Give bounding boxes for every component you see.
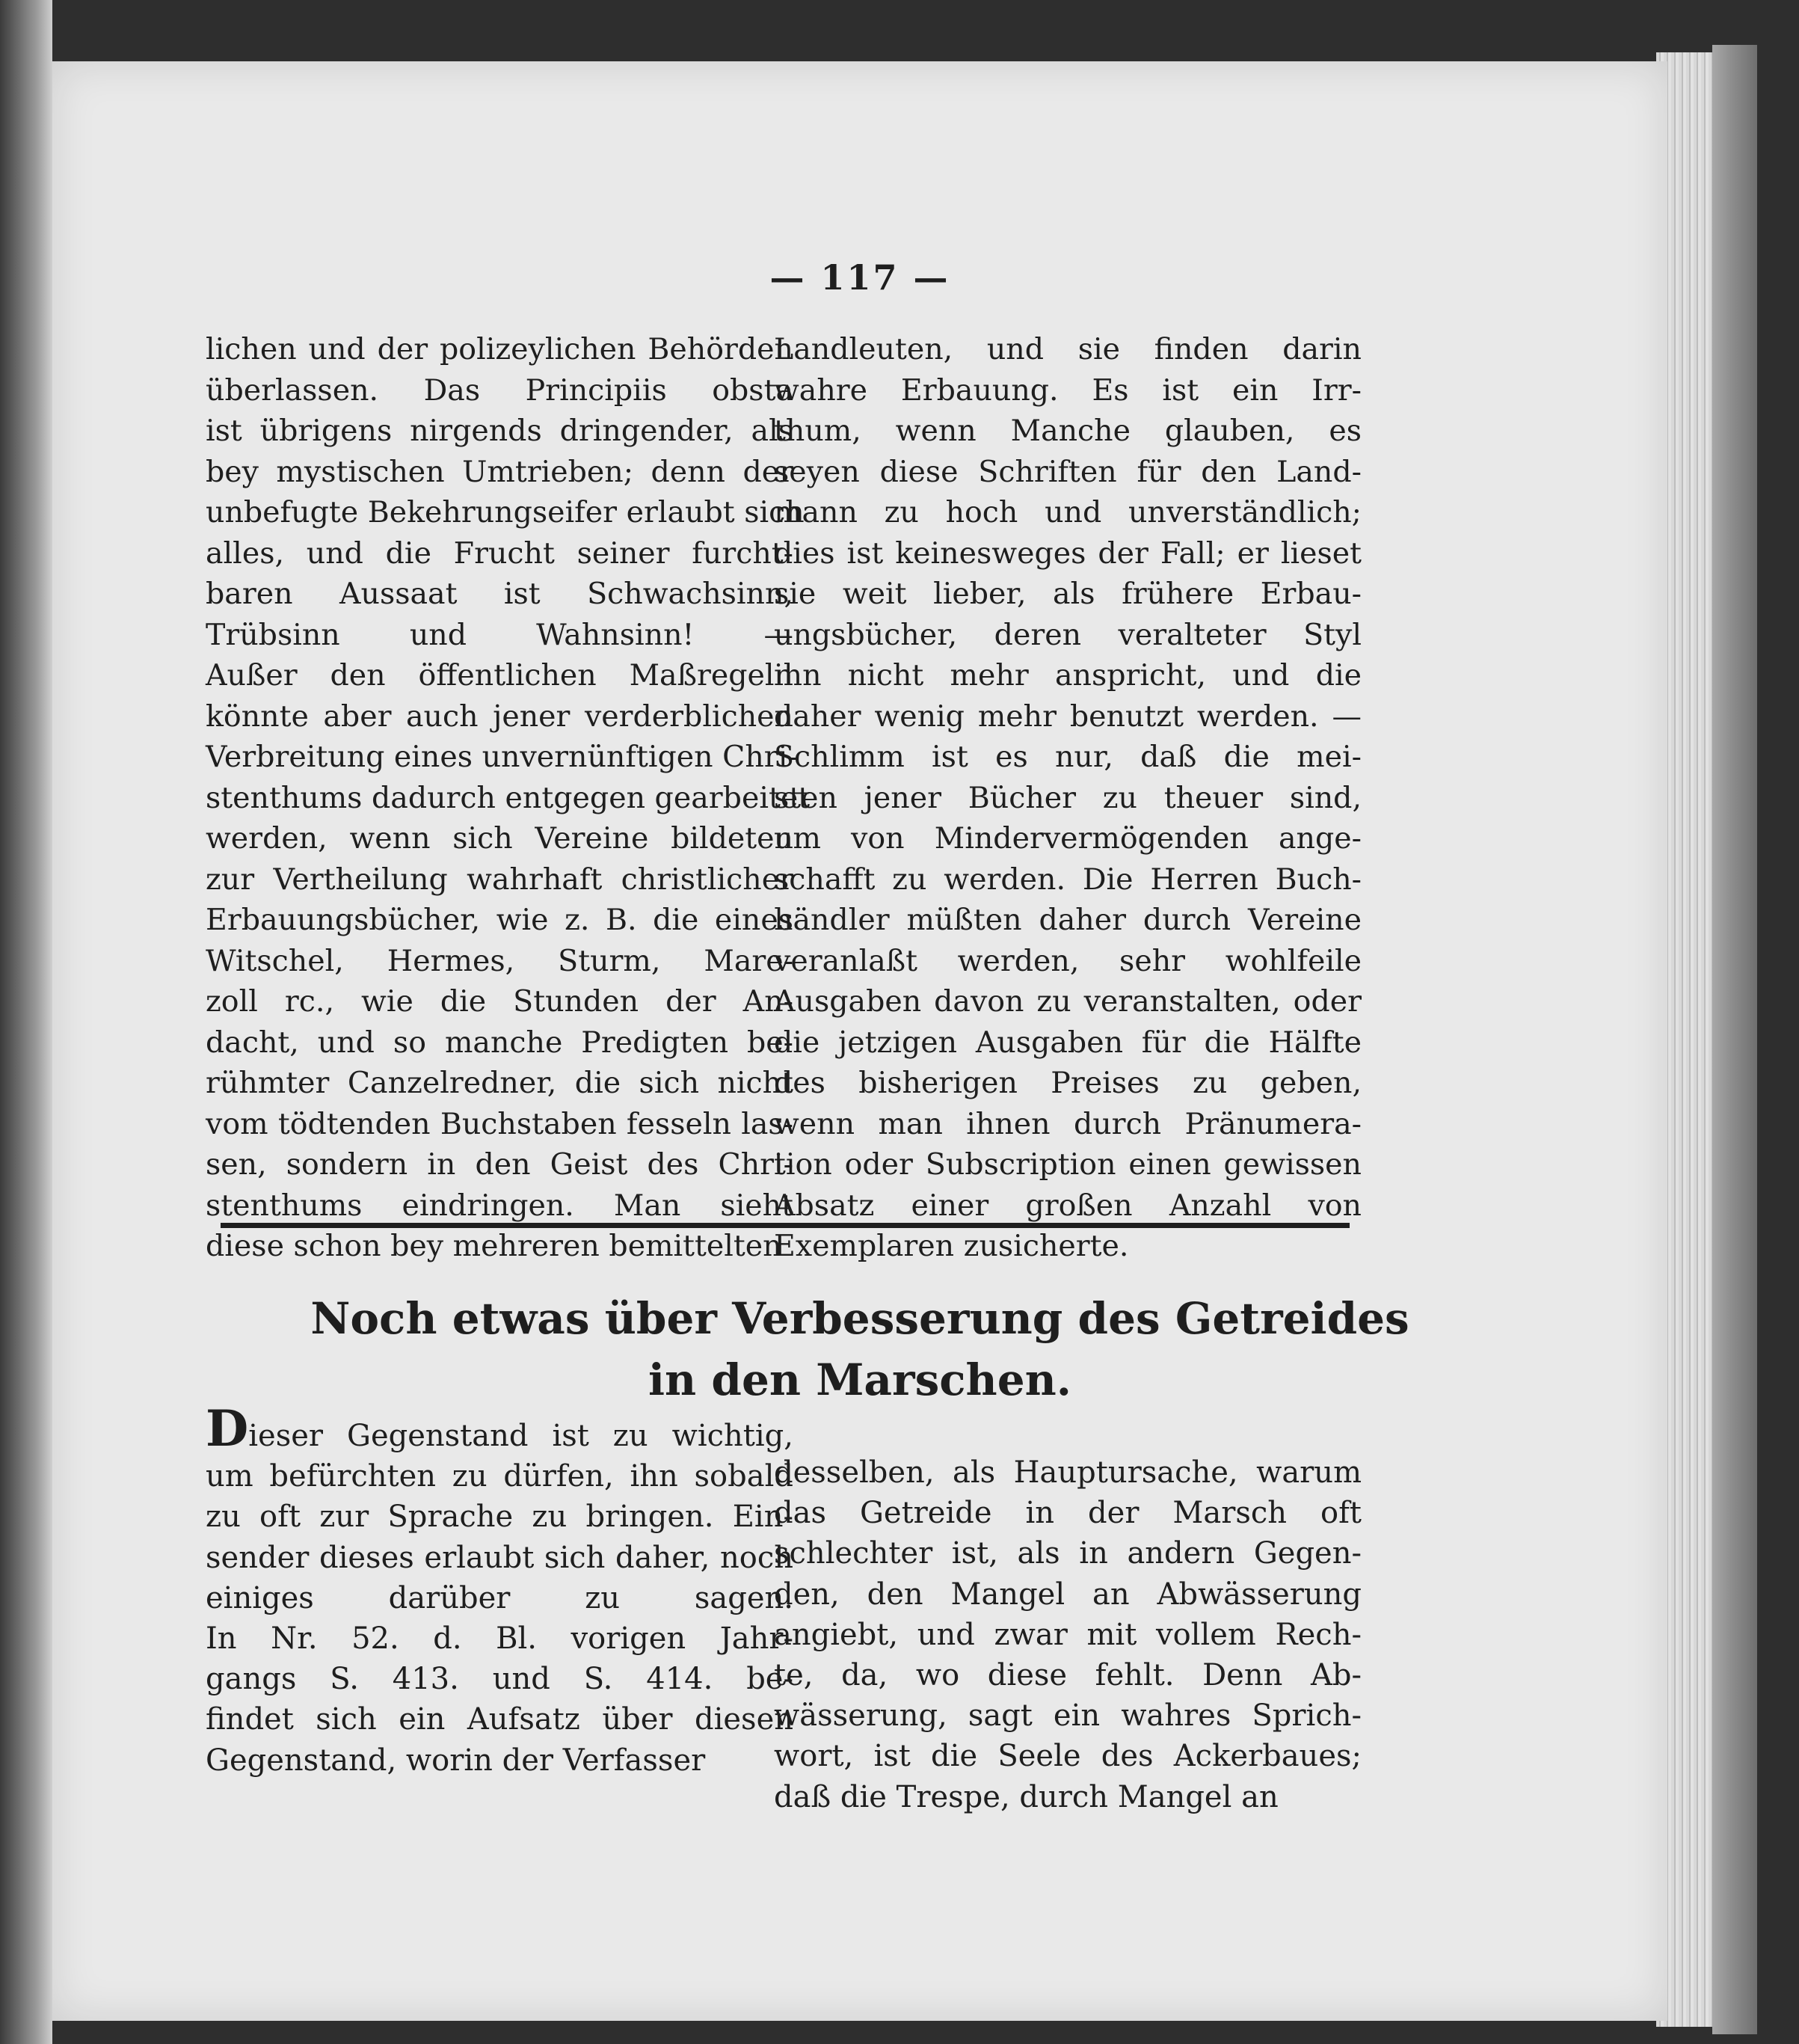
text-line: überlassen. Das Principiis obsta xyxy=(206,372,793,408)
text-line: Landleuten, und sie finden darin xyxy=(774,332,1362,366)
article-heading xyxy=(52,1288,1667,1411)
text-line: Ausgaben davon zu veranstalten, oder xyxy=(774,984,1362,1019)
text-line: sen, sondern in den Geist des Chri- xyxy=(206,1147,793,1182)
text-line: Trübsinn und Wahnsinn! — xyxy=(206,617,793,652)
text-line: rühmter Canzelredner, die sich nicht xyxy=(206,1066,793,1100)
book-cover-edge xyxy=(1712,45,1757,2034)
section-divider-rule xyxy=(221,1223,1350,1228)
text-line: veranlaßt werden, sehr wohlfeile xyxy=(774,943,1362,978)
text-line: Erbauungsbücher, wie z. B. die eines xyxy=(206,903,793,937)
article-heading-line-1: Noch etwas über Verbesserung des Getreides xyxy=(310,1293,1409,1344)
text-line: händler müßten daher durch Vereine xyxy=(774,903,1362,937)
first-line xyxy=(206,1399,793,1458)
text-line: In Nr. 52. d. Bl. vorigen Jahr- xyxy=(206,1621,793,1657)
upper-right-column xyxy=(774,329,1362,1267)
text-line: zoll rc., wie die Stunden der An- xyxy=(206,984,793,1019)
previous-page-edge xyxy=(0,0,52,2044)
text-line: zur Vertheilung wahrhaft christlicher xyxy=(206,862,793,897)
article-heading-line-2: in den Marschen. xyxy=(648,1354,1071,1405)
text-line: diese schon bey mehreren bemittelten xyxy=(206,1229,782,1263)
text-line: einiges darüber zu sagen. xyxy=(206,1580,793,1615)
text-line: daher wenig mehr benutzt werden. — xyxy=(774,699,1362,734)
text-line: ungsbücher, deren veralteter Styl xyxy=(774,617,1362,652)
text-line: Schlimm ist es nur, daß die mei- xyxy=(774,740,1362,774)
text-line: wahre Erbauung. Es ist ein Irr- xyxy=(774,372,1362,408)
text-line: den, den Mangel an Abwässerung xyxy=(774,1577,1362,1612)
text-line: schafft zu werden. Die Herren Buch- xyxy=(774,862,1362,897)
text-line: unbefugte Bekehrungseifer erlaubt sich xyxy=(206,495,805,530)
text-line: könnte aber auch jener verderblichen xyxy=(206,699,793,734)
book-page xyxy=(52,61,1667,2021)
text-line: vom tödtenden Buchstaben fesseln las- xyxy=(206,1106,793,1141)
text-line: bey mystischen Umtrieben; denn der xyxy=(206,454,793,489)
lower-left-column xyxy=(206,1399,793,1781)
lower-right-column xyxy=(774,1452,1362,1817)
text-line: sender dieses erlaubt sich daher, noch xyxy=(206,1540,793,1575)
text-line: ihn nicht mehr anspricht, und die xyxy=(774,658,1362,693)
lower-left-lines xyxy=(206,1456,793,1781)
text-line: Außer den öffentlichen Maßregeln xyxy=(206,658,793,693)
text-line: um von Mindervermögenden ange- xyxy=(774,821,1362,856)
text-line: wort, ist die Seele des Ackerbaues; xyxy=(774,1739,1362,1774)
text-line: lichen und der polizeylichen Behörden xyxy=(206,332,793,366)
text-line: des bisherigen Preises zu geben, xyxy=(774,1066,1362,1100)
text-line: Gegenstand, worin der Verfasser xyxy=(206,1743,706,1778)
text-line: findet sich ein Aufsatz über diesen xyxy=(206,1702,793,1737)
text-line: zu oft zur Sprache zu bringen. Ein- xyxy=(206,1500,793,1535)
text-line: stenthums dadurch entgegen gearbeitet xyxy=(206,780,811,815)
text-line: das Getreide in der Marsch oft xyxy=(774,1496,1362,1531)
text-line: Exemplaren zusicherte. xyxy=(774,1229,1129,1263)
text-line: angiebt, und zwar mit vollem Rech- xyxy=(774,1617,1362,1652)
upper-left-column xyxy=(206,329,811,1267)
text-line: desselben, als Hauptursache, warum xyxy=(774,1455,1362,1490)
text-line: ist übrigens nirgends dringender, als xyxy=(206,414,793,448)
text-line: die jetzigen Ausgaben für die Hälfte xyxy=(774,1025,1362,1060)
page-number: — 117 — xyxy=(769,257,950,298)
text-line: sie weit lieber, als frühere Erbau- xyxy=(774,577,1362,611)
text-line: Verbreitung eines unvernünftigen Chri- xyxy=(206,740,798,774)
text-line: mann zu hoch und unverständlich; xyxy=(774,495,1362,530)
text-line: tion oder Subscription einen gewissen xyxy=(774,1147,1362,1182)
first-line-text: ieser Gegenstand ist zu wichtig, xyxy=(248,1419,793,1453)
text-line: dies ist keinesweges der Fall; er lieset xyxy=(774,535,1362,571)
text-line: daß die Trespe, durch Mangel an xyxy=(774,1779,1279,1814)
text-line: gangs S. 413. und S. 414. be- xyxy=(206,1662,793,1697)
text-line: seyen diese Schriften für den Land- xyxy=(774,454,1362,489)
text-line: stenthums eindringen. Man sieht xyxy=(206,1188,793,1223)
text-line: schlechter ist, als in andern Gegen- xyxy=(774,1536,1362,1571)
text-line: wenn man ihnen durch Pränumera- xyxy=(774,1106,1362,1141)
text-line: wässerung, sagt ein wahres Sprich- xyxy=(774,1698,1362,1734)
text-line: sten jener Bücher zu theuer sind, xyxy=(774,780,1362,815)
text-line: baren Aussaat ist Schwachsinn, xyxy=(206,577,793,611)
text-line: werden, wenn sich Vereine bildeten xyxy=(206,821,793,856)
text-line: um befürchten zu dürfen, ihn sobald xyxy=(206,1459,793,1494)
text-line: alles, und die Frucht seiner furcht- xyxy=(206,535,793,571)
text-line: thum, wenn Manche glauben, es xyxy=(774,414,1362,448)
text-line: Absatz einer großen Anzahl von xyxy=(774,1188,1362,1223)
drop-cap: D xyxy=(206,1399,249,1458)
text-line: te, da, wo diese fehlt. Denn Ab- xyxy=(774,1658,1362,1693)
text-line: Witschel, Hermes, Sturm, Mare- xyxy=(206,943,793,978)
text-line: dacht, und so manche Predigten be- xyxy=(206,1025,793,1060)
